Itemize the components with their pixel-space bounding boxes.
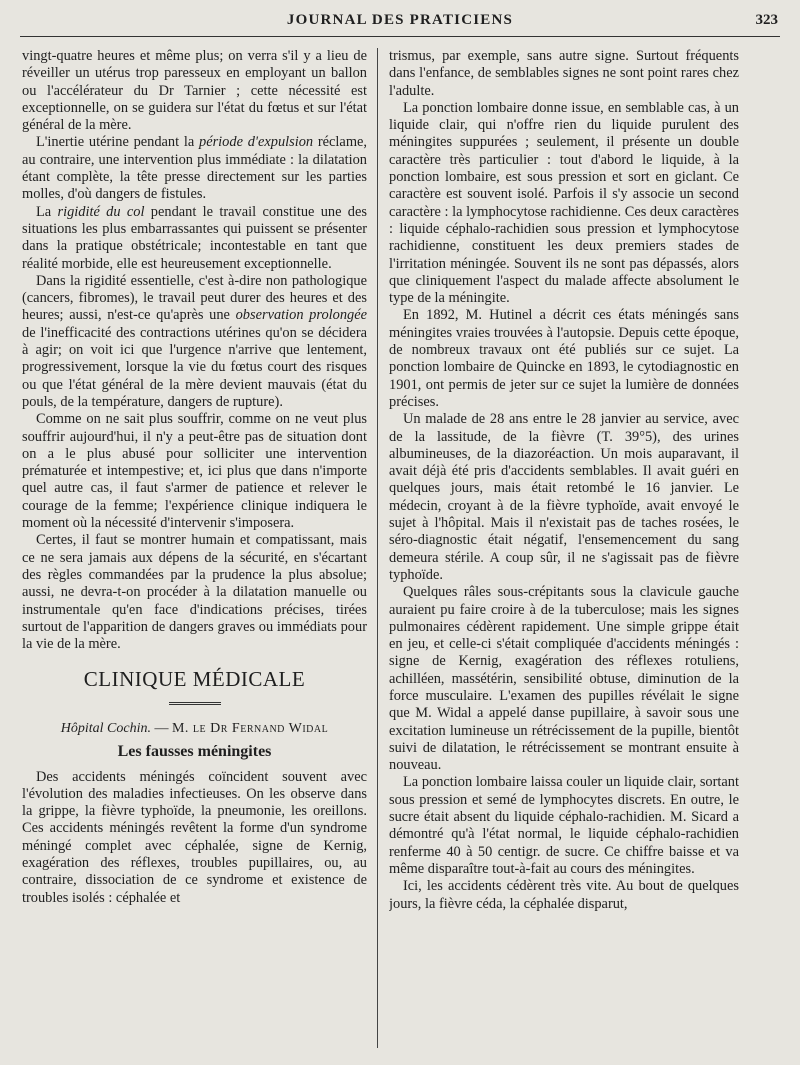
- text-run: La ponction lombaire laissa couler un liquide clair, sortant sous pression et semé de lymphocytes discrets. En outre, le sucre était absent du liquide céphalo-rachidien. M. Sicard a démontré qu'à l'état normal, le liquide céphalo-rachidien renferme 40 à 50 centigr. de sucre. Ce chiffre baisse et va même disparaître tout-à-fait au cours des méningites.: [389, 774, 739, 877]
- paragraph: [389, 411, 739, 584]
- header-rule: [20, 36, 780, 37]
- left-column: [22, 48, 367, 1048]
- text-run: vingt-quatre heures et même plus; on verra s'il y a lieu de réveiller un utérus trop paresseux en employant un ballon ou l'accélérateur du Dr Tarnier ; cette nécessité est exceptionnelle, on se guidera sur l'état du fœtus et sur l'état général de la mère.: [22, 48, 367, 134]
- section-ornament: [22, 693, 367, 710]
- paragraph: [22, 204, 367, 273]
- text-run: Ici, les accidents cédèrent très vite. Au bout de quelques jours, la fièvre céda, la céphalée disparut,: [389, 878, 739, 912]
- doctor-name: M. le Dr Fernand Widal: [171, 720, 329, 736]
- text-run: En 1892, M. Hutinel a décrit ces états méningés sans méningites vraies trouvées à l'autopsie. Depuis cette époque, de nombreux travaux ont été publiés sur ce sujet. La ponction lombaire de Quincke en 1893, le cytodiagnostic en 1901, ont permis de jeter sur ce sujet la lumière de données précises.: [389, 307, 739, 410]
- paragraph: [22, 411, 367, 532]
- byline: [22, 720, 367, 737]
- paragraph: [389, 774, 739, 878]
- byline-dash: —: [154, 720, 169, 736]
- paragraph: [389, 100, 739, 308]
- paragraph: [389, 307, 739, 411]
- hospital-name: Hôpital Cochin.: [60, 720, 151, 736]
- paragraph: [389, 48, 739, 100]
- paragraph: [22, 769, 367, 907]
- text-run: La ponction lombaire donne issue, en semblable cas, à un liquide clair, qui n'offre rien du liquide purulent des méningites suppurées ; seulement, il présente un double caractère très particulier : tout d'abord le liquide, à la ponction lombaire, est sous pression et sort en giclant. Ce caractère est souvent isolé. Parfois il s'y associe un second caractère : la lymphocytose rachidienne. Ces deux caractères : liquide céphalo-rachidien sous pression et lymphocytose rachidienne, constituent les deux premiers stades de l'irritation méningée. Souvent ils ne sont pas dépassés, alors que cliniquement l'aspect du malade affecte absolument le type de la méningite.: [389, 99, 739, 307]
- paragraph: [389, 878, 739, 913]
- text-run: trismus, par exemple, sans autre signe. Surtout fréquents dans l'enfance, de semblables signes ne sont point rares chez l'adulte.: [389, 48, 739, 99]
- column-divider: [377, 48, 378, 1048]
- paragraph: [22, 134, 367, 203]
- text-run: Quelques râles sous-crépitants sous la clavicule gauche auraient pu faire croire à de la tuberculose; mais les signes pulmonaires cédèrent rapidement. Une simple grippe était en jeu, et celle-ci s'était compliquée d'accidents méningés : signe de Kernig, exagération des réflexes rotuliens, achilléen, massétérin, sensibilité obtuse, diminution de la force musculaire. L'examen des pupilles révélait le signe que M. Widal a appelé danse pupillaire, à savoir sous une excitation lumineuse un rétrécissement de la pupille, bientôt suivi de dilatation, le rétrécissement se montrant ensuite à nouveau.: [389, 584, 739, 774]
- article-paragraphs: [22, 769, 367, 907]
- right-paragraphs: [389, 48, 739, 913]
- text-run: réclame, au contraire, une intervention plus immédiate : la dilatation étant complète, la tête presse directement sur les parties molles, d'où dangers de fistules.: [22, 134, 367, 203]
- text-run: pendant le travail constitue une des situations les plus embarrassantes qui puissent se présenter dans la pratique obstétricale; incontestable en tant que réalité morbide, elle est heureusement exceptionnelle.: [22, 203, 367, 272]
- italic-text: période d'expulsion: [199, 134, 314, 151]
- section-title: CLINIQUE MÉDICALE: [83, 667, 306, 692]
- text-run: Dans la rigidité essentielle, c'est à-dire non pathologique (cancers, fibromes), le travail peut durer des heures et des heures; aussi, n'est-ce qu'après une: [22, 272, 367, 324]
- italic-text: rigidité du col: [57, 203, 145, 220]
- text-run: de l'inefficacité des contractions utérines qu'on se décidera à agir; on voit ici que l'urgence n'arrive que lentement, progressivement, lorsque la vie du fœtus court des risques ou que l'état général de la mère devient mauvais (état du pouls, de la température, dangers de rupture).: [22, 324, 367, 410]
- paragraph: [22, 532, 367, 653]
- text-run: Des accidents méningés coïncident souvent avec l'évolution des maladies infectieuses. On les observe dans la grippe, la fièvre typhoïde, la pneumonie, les oreillons. Ces accidents méningés revêtent la forme d'un syndrome méningé complet avec céphalée, signe de Kernig, exagération des réflexes, troubles pupillaires, ou, au contraire, dissociation de ce syndrome et existence de troubles isolés : céphalée et: [22, 768, 367, 906]
- italic-text: observation prolongée: [235, 307, 367, 324]
- text-run: Un malade de 28 ans entre le 28 janvier au service, avec de la lassitude, de la fièvre (T. 39°5), des urines albumineuses, de la diazoréaction. Un mois auparavant, il avait déjà été pris d'accidents semblables. Il avait guéri en quelques jours, mais était retombé le 16 janvier. Le médecin, croyant à de la fièvre typhoïde, avait envoyé le sujet à l'hôpital. Mais il n'existait pas de taches rosées, le séro-diagnostic était négatif, l'ensemencement du sang demeura stérile. A coup sûr, il ne s'agissait pas de fièvre typhoïde.: [389, 411, 739, 583]
- text-run: Comme on ne sait plus souffrir, comme on ne veut plus souffrir aujourd'hui, il n'y a peut-être pas de situation dont on a le plus abusé pour solliciter une intervention prématurée et intempestive; et, ici plus que dans n'importe quel autre cas, il faut s'armer de patience et relever le courage de la femme; l'expérience clinique indiquera le moment où la nécessité d'intervenir s'imposera.: [22, 411, 367, 532]
- text-run: L'inertie utérine pendant la: [36, 134, 199, 151]
- right-column: [389, 48, 739, 1048]
- text-run: La: [36, 203, 58, 220]
- paragraph: [389, 584, 739, 774]
- article-title: Les fausses méningites: [117, 743, 272, 761]
- paragraph: [22, 48, 367, 134]
- page-header: [20, 12, 780, 38]
- paragraph: [22, 273, 367, 411]
- text-run: Certes, il faut se montrer humain et compatissant, mais ce ne sera jamais aux dépens de la sécurité, en s'écartant des règles commandées par la prudence la plus absolue; aussi, ne devra-t-on procéder à la dilatation manuelle ou instrumentale qu'en face d'indications précises, tirées surtout de l'apparition de dangers graves ou immédiats pour la vie de la mère.: [22, 532, 367, 653]
- page-number: 323: [755, 12, 778, 28]
- running-title: JOURNAL DES PRATICIENS: [286, 12, 514, 28]
- left-paragraphs: [22, 48, 367, 653]
